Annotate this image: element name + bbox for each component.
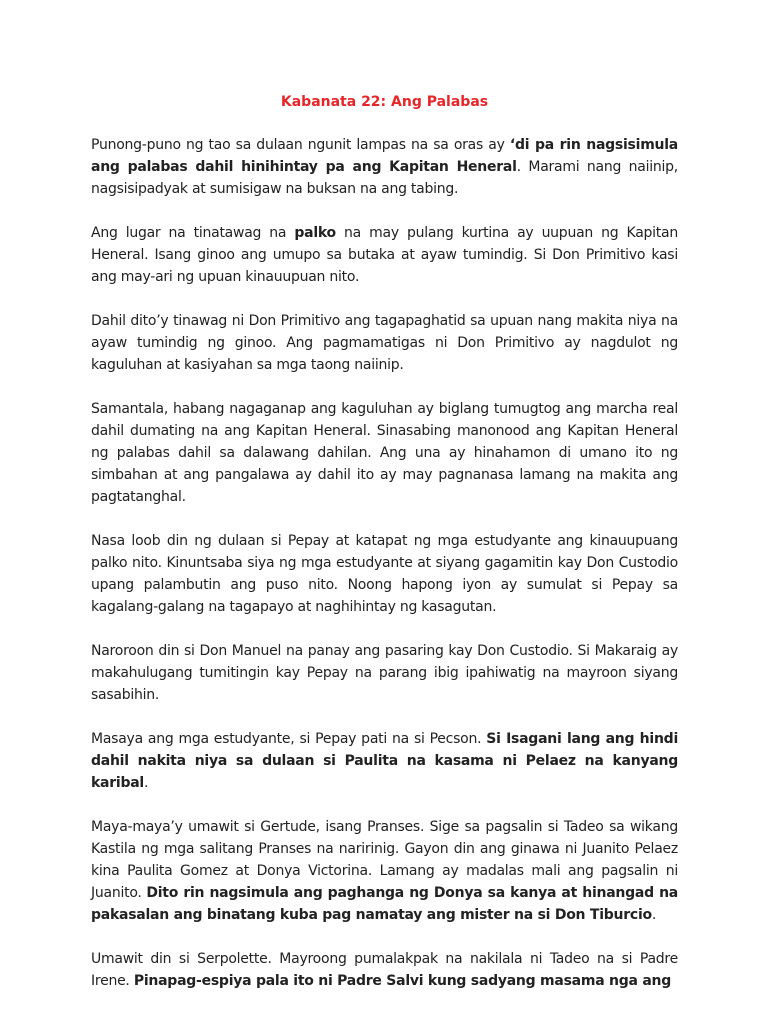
- document-page: [91, 92, 678, 1014]
- bold-text: Dito rin nagsimula ang paghanga ng Donya sa kanya at hinangad na pakasalan ang binatang kuba pag namatay ang mister na si Don Tiburcio: [91, 885, 678, 923]
- text-run: Naroroon din si Don Manuel na panay ang pasaring kay Don Custodio. Si Makaraig ay makahulugang tumitingin kay Pepay na parang ibig ipahiwatig na mayroon siyang sasabihin.: [91, 643, 678, 703]
- bold-text: ‘di pa rin nagsisimula ang palabas dahil hinihintay pa ang Kapitan Heneral: [91, 137, 678, 175]
- text-run: Umawit din si Serpolette. Mayroong pumalakpak na nakilala ni Tadeo na si Padre Irene.: [91, 951, 678, 989]
- paragraph: [91, 728, 678, 794]
- text-run: Ang lugar na tinatawag na: [91, 225, 295, 241]
- text-run: na may pulang kurtina ay uupuan ng Kapitan Heneral. Isang ginoo ang umupo sa butaka at ayaw tumindig. Si Don Primitivo kasi ang may-ari ng upuan kinauupuan nito.: [91, 225, 678, 285]
- bold-text: palko: [294, 225, 336, 241]
- text-run: Masaya ang mga estudyante, si Pepay pati na si Pecson.: [91, 731, 487, 747]
- text-run: .: [651, 907, 657, 923]
- bold-text: Si Isagani lang ang hindi dahil nakita niya sa dulaan si Paulita na kasama ni Pelaez na kanyang karibal: [91, 731, 678, 791]
- bold-text: Pinapag-espiya pala ito ni Padre Salvi kung sadyang masama nga ang: [133, 973, 672, 989]
- text-run: .: [143, 775, 149, 791]
- text-run: Punong-puno ng tao sa dulaan ngunit lampas na sa oras ay: [91, 137, 510, 153]
- paragraph: [91, 398, 678, 508]
- text-run: Samantala, habang nagaganap ang kaguluhan ay biglang tumugtog ang marcha real dahil dumating na ang Kapitan Heneral. Sinasabing manonood ang Kapitan Heneral ng palabas dahil sa dalawang dahilan. Ang una ay hinahamon di umano ito ng simbahan at ang pangalawa ay dahil ito ay may pagnanasa lamang na makita ang pagtatanghal.: [91, 401, 678, 505]
- paragraph: [91, 640, 678, 706]
- text-run: Maya-maya’y umawit si Gertude, isang Pranses. Sige sa pagsalin si Tadeo sa wikang Kastila ng mga salitang Pranses na naririnig. Gayon din ang ginawa ni Juanito Pelaez kina Paulita Gomez at Donya Victorina. Lamang ay madalas mali ang pagsalin ni Juanito.: [91, 819, 678, 901]
- paragraph: [91, 948, 678, 992]
- text-run: . Marami nang naiinip, nagsisipadyak at sumisigaw na buksan na ang tabing.: [91, 159, 679, 197]
- paragraph: [91, 816, 678, 926]
- text-run: Dahil dito’y tinawag ni Don Primitivo ang tagapaghatid sa upuan nang makita niya na ayaw tumindig ng ginoo. Ang pagmamatigas ni Don Primitivo ay nagdulot ng kaguluhan at kasiyahan sa mga taong naiinip.: [91, 313, 678, 373]
- text-run: Nasa loob din ng dulaan si Pepay at katapat ng mga estudyante ang kinauupuang palko nito. Kinuntsaba siya ng mga estudyante at siyang gagamitin kay Don Custodio upang palambutin ang puso nito. Noong hapong iyon ay sumulat si Pepay sa kagalang-galang na tagapayo at naghihintay ng kasagutan.: [91, 533, 678, 615]
- document-body: [91, 134, 678, 992]
- paragraph: [91, 530, 678, 618]
- paragraph: [91, 222, 678, 288]
- paragraph: [91, 134, 678, 200]
- paragraph: [91, 310, 678, 376]
- chapter-title: Kabanata 22: Ang Palabas: [280, 94, 489, 110]
